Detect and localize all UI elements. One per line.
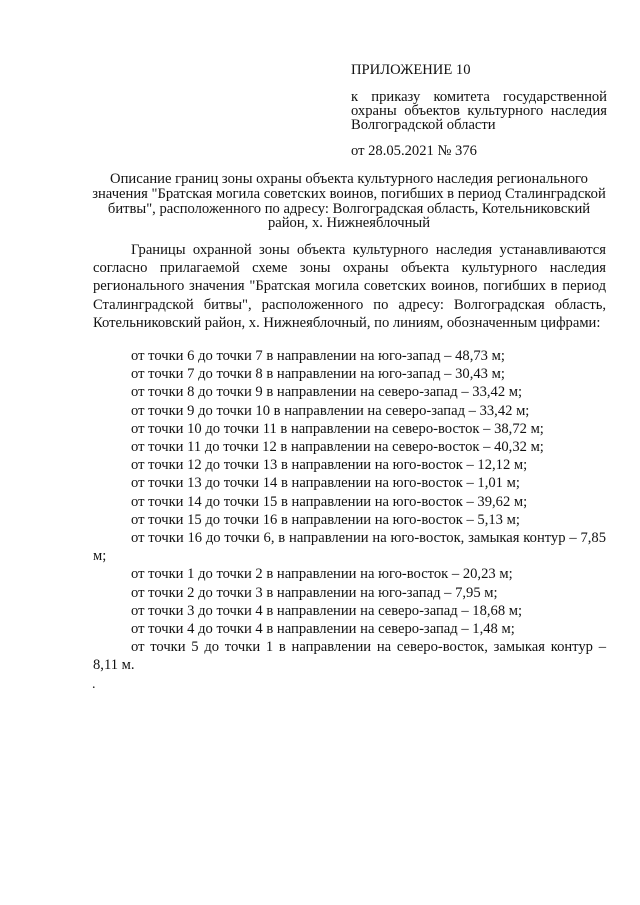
order-reference: к приказу комитета государственной охраны объектов культурного наследия Волгоградской области xyxy=(351,89,607,133)
boundary-line: от точки 3 до точки 4 в направлении на северо-запад – 18,68 м; xyxy=(131,602,523,619)
boundary-line: от точки 13 до точки 14 в направлении на юго-восток – 1,01 м; xyxy=(131,475,520,492)
boundary-line: от точки 5 до точки 1 в направлении на северо-восток, замыкая контур – 8,11 м. xyxy=(93,639,606,674)
boundary-lines-list xyxy=(93,347,606,675)
footer-mark: . xyxy=(92,677,96,692)
boundary-line: от точки 8 до точки 9 в направлении на северо-запад – 33,42 м; xyxy=(131,384,523,401)
boundary-line: от точки 15 до точки 16 в направлении на юго-восток – 5,13 м; xyxy=(131,511,520,528)
intro-paragraph: Границы охранной зоны объекта культурного наследия устанавливаются согласно прилагаемой схеме зоны охраны объекта культурного наследия регионального значения "Братская могила советских воинов, погибших в период Сталинградской битвы", расположенного по адресу: Волгоградская область, Котельниковский район, х. Нижнеяблочный, по линиям, обозначенным цифрами: xyxy=(93,242,606,331)
boundary-line: от точки 16 до точки 6, в направлении на юго-восток, замыкая контур – 7,85 м; xyxy=(93,530,606,565)
boundary-line: от точки 2 до точки 3 в направлении на юго-запад – 7,95 м; xyxy=(131,584,498,601)
document-heading: Описание границ зоны охраны объекта культурного наследия регионального значения "Братская могила советских воинов, погибших в период Сталинградской битвы", расположенного по адресу: Волгоградская область, Котельниковский район, х. Нижнеяблочный xyxy=(92,171,606,232)
appendix-title: ПРИЛОЖЕНИЕ 10 xyxy=(351,62,471,78)
order-date-number: от 28.05.2021 № 376 xyxy=(351,143,477,159)
boundary-line: от точки 11 до точки 12 в направлении на северо-восток – 40,32 м; xyxy=(131,439,544,456)
boundary-line: от точки 7 до точки 8 в направлении на юго-запад – 30,43 м; xyxy=(131,366,505,383)
boundary-line: от точки 12 до точки 13 в направлении на юго-восток – 12,12 м; xyxy=(131,457,528,474)
boundary-line: от точки 1 до точки 2 в направлении на юго-восток – 20,23 м; xyxy=(131,566,513,583)
boundary-line: от точки 9 до точки 10 в направлении на северо-запад – 33,42 м; xyxy=(131,402,530,419)
boundary-line: от точки 4 до точки 4 в направлении на северо-запад – 1,48 м; xyxy=(131,621,515,638)
boundary-line: от точки 6 до точки 7 в направлении на юго-запад – 48,73 м; xyxy=(131,348,505,364)
boundary-line: от точки 14 до точки 15 в направлении на юго-восток – 39,62 м; xyxy=(131,493,528,510)
boundary-line: от точки 10 до точки 11 в направлении на северо-восток – 38,72 м; xyxy=(131,420,544,437)
